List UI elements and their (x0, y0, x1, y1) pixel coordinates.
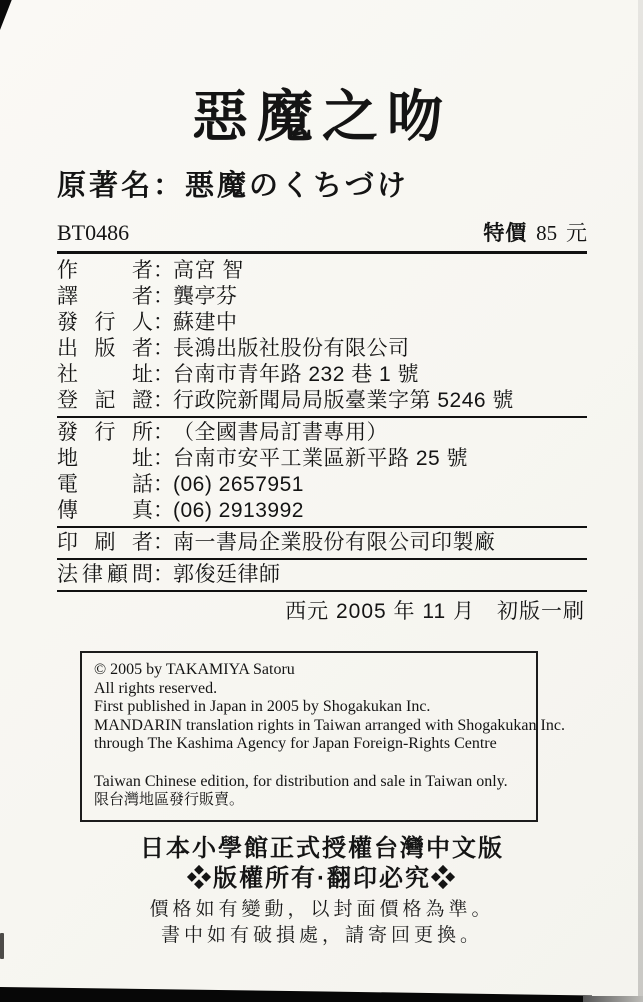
copyright-blank-line (94, 754, 524, 773)
row-colon: ： (153, 311, 174, 334)
table-row-address (57, 446, 587, 472)
table-row-registration (57, 388, 587, 418)
table-row-legal-advisor (57, 562, 587, 592)
row-value: 行政院新聞局局版臺業字第 5246 號 (173, 389, 514, 412)
row-colon: ： (153, 389, 174, 412)
row-value: 台南市青年路 232 巷 1 號 (173, 363, 420, 386)
row-value: 台南市安平工業區新平路 25 號 (173, 447, 469, 470)
copyright-box (80, 651, 565, 822)
row-colon: ： (153, 285, 174, 308)
colophon-table (57, 258, 587, 592)
row-value: (06) 2913992 (173, 499, 304, 522)
copyright-line: All rights reserved. (94, 679, 218, 697)
code-price-row (57, 217, 587, 254)
row-value: （全國書局訂書專用） (173, 421, 388, 444)
table-row-printer (57, 530, 587, 560)
table-row-office-address (57, 362, 587, 388)
price-change-note: 價格如有變動，以封面價格為準。 (149, 898, 495, 920)
row-label: 作者 (57, 259, 153, 282)
row-label: 地址 (57, 447, 153, 470)
row-value: 高宮 智 (173, 259, 244, 282)
original-title-line: 原著名：悪魔のくちづけ (57, 170, 409, 202)
license-line: 日本小學館正式授權台灣中文版 (140, 834, 504, 862)
price-amount: 85 (536, 221, 558, 245)
row-colon: ： (153, 499, 174, 522)
row-value: 龔亭芬 (173, 285, 238, 308)
copyright-line: First published in Japan in 2005 by Shogakukan Inc. (94, 698, 431, 716)
rights-line: ❖版權所有·翻印必究❖ (187, 864, 457, 892)
table-row-distributor (57, 420, 587, 446)
scan-artifact-left-mark (0, 933, 4, 959)
table-row-publisher (57, 336, 587, 362)
row-label: 出版者 (57, 337, 153, 360)
row-colon: ： (153, 259, 174, 282)
book-code: BT0486 (57, 220, 130, 245)
row-label: 印刷者 (57, 531, 153, 554)
copyright-line-cjk: 限台灣地區發行販賣。 (94, 791, 245, 809)
row-value: (06) 2657951 (173, 473, 304, 496)
row-value: 長鴻出版社股份有限公司 (173, 337, 410, 360)
scan-artifact-bottom-fade (583, 996, 643, 1002)
row-label: 社址 (57, 363, 153, 386)
damage-exchange-note: 書中如有破損處，請寄回更換。 (160, 924, 483, 946)
scan-artifact-bottom-band (0, 985, 592, 1002)
row-colon: ： (153, 447, 174, 470)
copyright-line: Taiwan Chinese edition, for distribution and sale in Taiwan only. (94, 772, 508, 790)
table-row-author (57, 258, 587, 284)
row-value: 蘇建中 (173, 311, 238, 334)
table-row-fax (57, 498, 587, 528)
book-title: 惡魔之吻 (192, 85, 452, 148)
row-colon: ： (153, 363, 174, 386)
row-label: 登記證 (57, 389, 153, 412)
row-value: 郭俊廷律師 (173, 563, 281, 586)
scan-artifact-corner (0, 0, 13, 30)
copyright-line: MANDARIN translation rights in Taiwan arranged with Shogakukan Inc. (94, 716, 565, 734)
row-colon: ： (153, 473, 174, 496)
row-label: 傳真 (57, 499, 153, 522)
row-label: 發行所 (57, 421, 153, 444)
row-colon: ： (153, 337, 174, 360)
price-label: 特價 (483, 222, 528, 245)
row-label: 法律顧問 (57, 563, 153, 586)
row-colon: ： (153, 421, 174, 444)
copyright-line: © 2005 by TAKAMIYA Satoru (94, 661, 295, 678)
page-content (57, 0, 587, 949)
row-label: 電話 (57, 473, 153, 496)
row-colon: ： (153, 563, 174, 586)
edition-line: 西元 2005 年 11 月 初版一刷 (285, 600, 585, 623)
table-row-phone (57, 472, 587, 498)
price-unit: 元 (566, 222, 587, 245)
scan-artifact-right-edge (638, 0, 643, 1002)
row-label: 譯者 (57, 285, 153, 308)
copyright-line: through The Kashima Agency for Japan Foreign-Rights Centre (94, 735, 497, 753)
row-value: 南一書局企業股份有限公司印製廠 (173, 531, 496, 554)
row-colon: ： (153, 531, 174, 554)
price (483, 217, 587, 247)
table-row-translator (57, 284, 587, 310)
row-label: 發行人 (57, 311, 153, 334)
table-row-publisher-person (57, 310, 587, 336)
